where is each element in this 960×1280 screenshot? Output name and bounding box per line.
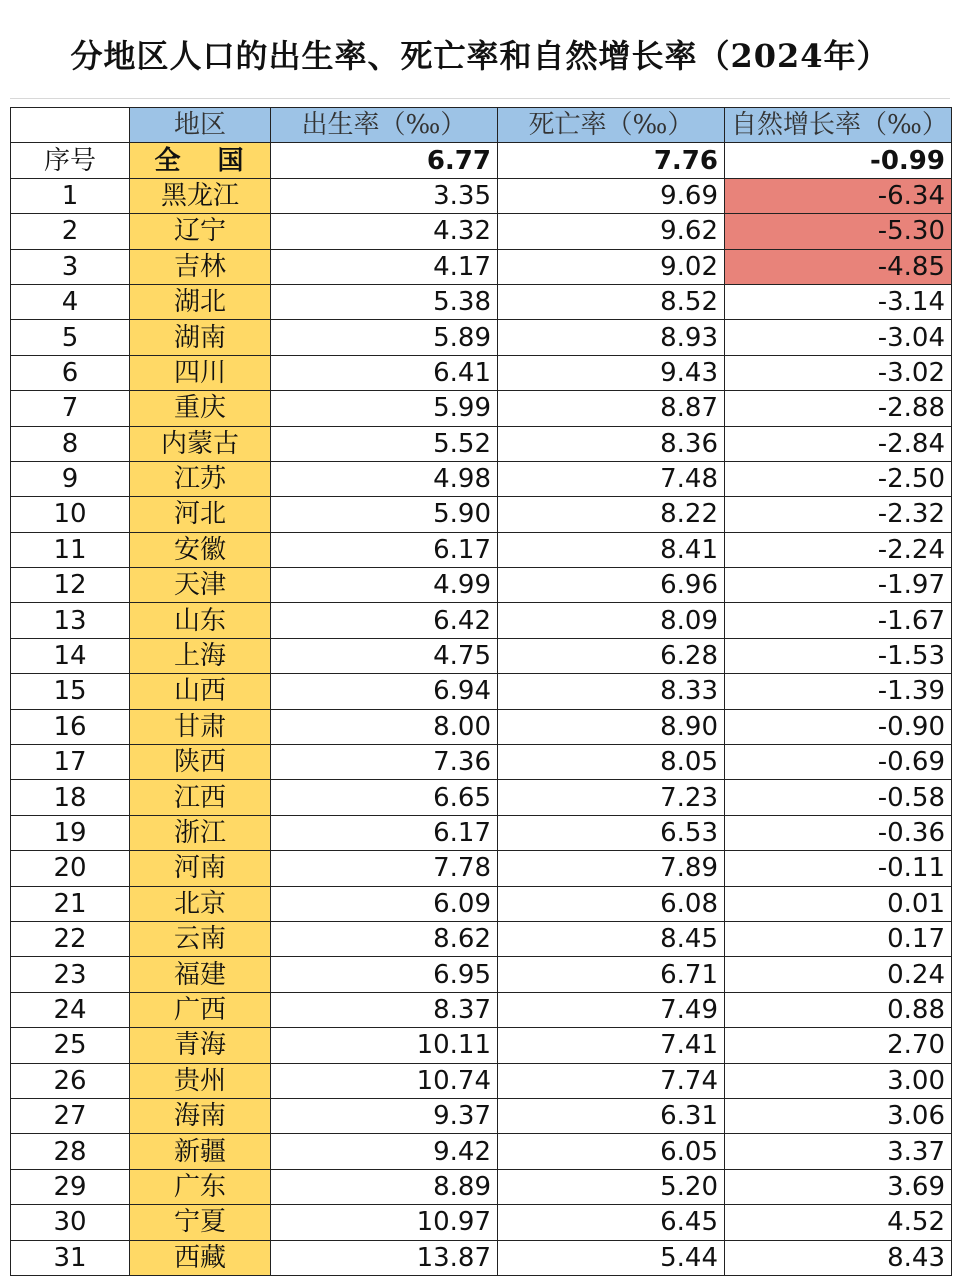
region-cell: 广东 [130, 1169, 271, 1204]
death-rate-cell: 8.90 [498, 709, 725, 744]
death-rate-cell: 8.36 [498, 426, 725, 461]
natural-growth-cell: -1.67 [725, 603, 952, 638]
index-cell: 7 [11, 391, 130, 426]
death-rate-cell: 6.71 [498, 957, 725, 992]
natural-growth-cell: -0.58 [725, 780, 952, 815]
table-row [11, 426, 952, 461]
death-rate-cell: 7.89 [498, 851, 725, 886]
region-cell: 河南 [130, 851, 271, 886]
natural-growth-cell: -2.24 [725, 532, 952, 567]
natural-growth-cell: -3.14 [725, 284, 952, 319]
table-row [11, 1169, 952, 1204]
header-region: 地区 [130, 108, 271, 143]
region-cell: 湖北 [130, 284, 271, 319]
death-rate-cell: 7.74 [498, 1063, 725, 1098]
table-row [11, 603, 952, 638]
birth-rate-cell: 8.89 [271, 1169, 498, 1204]
region-cell: 安徽 [130, 532, 271, 567]
death-rate-cell: 8.52 [498, 284, 725, 319]
birth-rate-cell: 7.78 [271, 851, 498, 886]
birth-rate-cell: 8.37 [271, 992, 498, 1027]
table-row [11, 391, 952, 426]
natural-growth-cell: -4.85 [725, 249, 952, 284]
natural-growth-cell: -2.88 [725, 391, 952, 426]
index-cell: 4 [11, 284, 130, 319]
death-rate-cell: 6.05 [498, 1134, 725, 1169]
birth-rate-cell: 6.95 [271, 957, 498, 992]
birth-rate-cell: 10.74 [271, 1063, 498, 1098]
birth-rate-cell: 9.37 [271, 1098, 498, 1133]
table-row [11, 178, 952, 213]
table-row [11, 1098, 952, 1133]
index-cell: 18 [11, 780, 130, 815]
birth-rate-cell: 4.99 [271, 568, 498, 603]
death-rate-cell: 7.76 [498, 143, 725, 178]
region-cell: 甘肃 [130, 709, 271, 744]
region-cell: 宁夏 [130, 1205, 271, 1240]
birth-rate-cell: 6.17 [271, 532, 498, 567]
index-cell: 6 [11, 355, 130, 390]
index-cell: 27 [11, 1098, 130, 1133]
birth-rate-cell: 5.89 [271, 320, 498, 355]
region-cell: 黑龙江 [130, 178, 271, 213]
index-cell: 26 [11, 1063, 130, 1098]
index-cell: 16 [11, 709, 130, 744]
header-death-rate: 死亡率（‰） [498, 108, 725, 143]
natural-growth-cell: -0.36 [725, 815, 952, 850]
death-rate-cell: 6.31 [498, 1098, 725, 1133]
natural-growth-cell: 3.37 [725, 1134, 952, 1169]
table-row [11, 1063, 952, 1098]
death-rate-cell: 7.48 [498, 461, 725, 496]
table-row [11, 1028, 952, 1063]
natural-growth-cell: 4.52 [725, 1205, 952, 1240]
birth-rate-cell: 4.98 [271, 461, 498, 496]
table-row [11, 780, 952, 815]
birth-rate-cell: 6.09 [271, 886, 498, 921]
table-row [11, 745, 952, 780]
index-cell: 1 [11, 178, 130, 213]
birth-rate-cell: 5.90 [271, 497, 498, 532]
table-row [11, 532, 952, 567]
death-rate-cell: 8.05 [498, 745, 725, 780]
birth-rate-cell: 13.87 [271, 1240, 498, 1275]
region-cell: 吉林 [130, 249, 271, 284]
index-cell: 13 [11, 603, 130, 638]
table-row [11, 886, 952, 921]
index-cell: 28 [11, 1134, 130, 1169]
region-cell: 西藏 [130, 1240, 271, 1275]
table-row [11, 815, 952, 850]
table-body [11, 143, 952, 1276]
birth-rate-cell: 6.17 [271, 815, 498, 850]
death-rate-cell: 7.23 [498, 780, 725, 815]
birth-rate-cell: 6.65 [271, 780, 498, 815]
natural-growth-cell: 8.43 [725, 1240, 952, 1275]
natural-growth-cell: -1.97 [725, 568, 952, 603]
index-cell: 14 [11, 638, 130, 673]
population-table [10, 107, 952, 1276]
birth-rate-cell: 6.41 [271, 355, 498, 390]
natural-growth-cell: 0.88 [725, 992, 952, 1027]
death-rate-cell: 6.08 [498, 886, 725, 921]
death-rate-cell: 6.53 [498, 815, 725, 850]
natural-growth-cell: -0.99 [725, 143, 952, 178]
region-cell: 新疆 [130, 1134, 271, 1169]
birth-rate-cell: 5.99 [271, 391, 498, 426]
death-rate-cell: 7.41 [498, 1028, 725, 1063]
birth-rate-cell: 8.00 [271, 709, 498, 744]
index-cell: 29 [11, 1169, 130, 1204]
table-row [11, 214, 952, 249]
table-row [11, 1134, 952, 1169]
table-row [11, 992, 952, 1027]
document-frame [10, 10, 950, 1272]
birth-rate-cell: 8.62 [271, 921, 498, 956]
region-cell: 海南 [130, 1098, 271, 1133]
natural-growth-cell: -6.34 [725, 178, 952, 213]
table-row [11, 674, 952, 709]
region-cell: 北京 [130, 886, 271, 921]
table-row [11, 320, 952, 355]
birth-rate-cell: 9.42 [271, 1134, 498, 1169]
table-row [11, 957, 952, 992]
death-rate-cell: 6.28 [498, 638, 725, 673]
death-rate-cell: 8.41 [498, 532, 725, 567]
table-row [11, 1205, 952, 1240]
birth-rate-cell: 6.77 [271, 143, 498, 178]
index-cell: 20 [11, 851, 130, 886]
region-cell: 陕西 [130, 745, 271, 780]
index-cell: 9 [11, 461, 130, 496]
index-cell: 25 [11, 1028, 130, 1063]
natural-growth-cell: -5.30 [725, 214, 952, 249]
index-cell: 22 [11, 921, 130, 956]
index-cell: 24 [11, 992, 130, 1027]
region-cell: 上海 [130, 638, 271, 673]
header-natural-growth: 自然增长率（‰） [725, 108, 952, 143]
natural-growth-cell: -2.84 [725, 426, 952, 461]
table-row [11, 568, 952, 603]
death-rate-cell: 5.20 [498, 1169, 725, 1204]
index-cell: 19 [11, 815, 130, 850]
death-rate-cell: 7.49 [498, 992, 725, 1027]
death-rate-cell: 9.62 [498, 214, 725, 249]
natural-growth-cell: -2.50 [725, 461, 952, 496]
table-row [11, 1240, 952, 1275]
natural-growth-cell: -0.69 [725, 745, 952, 780]
natural-growth-cell: -1.53 [725, 638, 952, 673]
header-blank-cell [11, 108, 130, 143]
region-cell: 辽宁 [130, 214, 271, 249]
index-cell: 10 [11, 497, 130, 532]
region-cell: 浙江 [130, 815, 271, 850]
natural-growth-cell: -0.11 [725, 851, 952, 886]
region-cell: 天津 [130, 568, 271, 603]
region-cell: 广西 [130, 992, 271, 1027]
death-rate-cell: 8.87 [498, 391, 725, 426]
birth-rate-cell: 6.94 [271, 674, 498, 709]
index-cell: 21 [11, 886, 130, 921]
birth-rate-cell: 10.97 [271, 1205, 498, 1240]
table-row [11, 638, 952, 673]
table-row [11, 851, 952, 886]
natural-growth-cell: 0.24 [725, 957, 952, 992]
page-title: 分地区人口的出生率、死亡率和自然增长率（2024年） [10, 10, 950, 99]
header-birth-rate: 出生率（‰） [271, 108, 498, 143]
natural-growth-cell: -2.32 [725, 497, 952, 532]
death-rate-cell: 8.45 [498, 921, 725, 956]
death-rate-cell: 5.44 [498, 1240, 725, 1275]
natural-growth-cell: -3.04 [725, 320, 952, 355]
birth-rate-cell: 6.42 [271, 603, 498, 638]
death-rate-cell: 9.43 [498, 355, 725, 390]
natural-growth-cell: 3.69 [725, 1169, 952, 1204]
natural-growth-cell: 3.00 [725, 1063, 952, 1098]
table-row [11, 497, 952, 532]
region-cell: 山西 [130, 674, 271, 709]
region-cell: 重庆 [130, 391, 271, 426]
birth-rate-cell: 10.11 [271, 1028, 498, 1063]
index-cell: 3 [11, 249, 130, 284]
birth-rate-cell: 5.52 [271, 426, 498, 461]
index-cell: 11 [11, 532, 130, 567]
death-rate-cell: 8.22 [498, 497, 725, 532]
region-cell: 湖南 [130, 320, 271, 355]
natural-growth-cell: 3.06 [725, 1098, 952, 1133]
region-cell: 云南 [130, 921, 271, 956]
table-row [11, 284, 952, 319]
birth-rate-cell: 7.36 [271, 745, 498, 780]
index-cell: 12 [11, 568, 130, 603]
death-rate-cell: 9.69 [498, 178, 725, 213]
birth-rate-cell: 4.75 [271, 638, 498, 673]
region-cell: 江苏 [130, 461, 271, 496]
index-cell: 15 [11, 674, 130, 709]
table-row [11, 921, 952, 956]
index-cell: 30 [11, 1205, 130, 1240]
region-cell: 江西 [130, 780, 271, 815]
table-row [11, 461, 952, 496]
death-rate-cell: 9.02 [498, 249, 725, 284]
index-cell: 8 [11, 426, 130, 461]
natural-growth-cell: 0.17 [725, 921, 952, 956]
region-cell: 福建 [130, 957, 271, 992]
death-rate-cell: 8.33 [498, 674, 725, 709]
natural-growth-cell: 0.01 [725, 886, 952, 921]
national-row [11, 143, 952, 178]
header-row [11, 108, 952, 143]
birth-rate-cell: 4.17 [271, 249, 498, 284]
region-cell: 全 国 [130, 143, 271, 178]
index-cell: 2 [11, 214, 130, 249]
natural-growth-cell: -3.02 [725, 355, 952, 390]
index-cell: 17 [11, 745, 130, 780]
birth-rate-cell: 5.38 [271, 284, 498, 319]
natural-growth-cell: -1.39 [725, 674, 952, 709]
table-row [11, 709, 952, 744]
death-rate-cell: 6.96 [498, 568, 725, 603]
region-cell: 河北 [130, 497, 271, 532]
index-cell: 23 [11, 957, 130, 992]
death-rate-cell: 8.93 [498, 320, 725, 355]
natural-growth-cell: -0.90 [725, 709, 952, 744]
table-row [11, 249, 952, 284]
birth-rate-cell: 4.32 [271, 214, 498, 249]
region-cell: 青海 [130, 1028, 271, 1063]
region-cell: 四川 [130, 355, 271, 390]
natural-growth-cell: 2.70 [725, 1028, 952, 1063]
index-cell: 31 [11, 1240, 130, 1275]
death-rate-cell: 8.09 [498, 603, 725, 638]
region-cell: 山东 [130, 603, 271, 638]
birth-rate-cell: 3.35 [271, 178, 498, 213]
table-row [11, 355, 952, 390]
death-rate-cell: 6.45 [498, 1205, 725, 1240]
region-cell: 内蒙古 [130, 426, 271, 461]
index-cell: 5 [11, 320, 130, 355]
index-header-label: 序号 [11, 143, 130, 178]
region-cell: 贵州 [130, 1063, 271, 1098]
